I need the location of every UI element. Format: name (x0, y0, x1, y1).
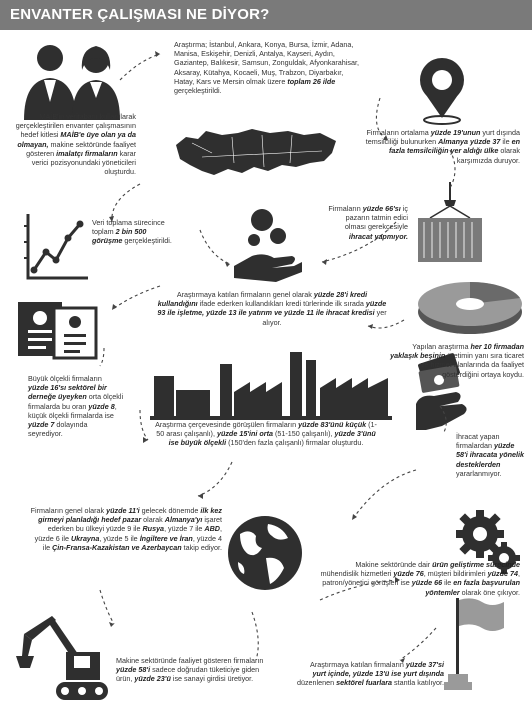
block-firm-size: Araştırma çerçevesinde görüşülen firmaların yüzde 83'ünü küçük (1-50 arası çalışanlı), yüzde 15'ini orta (51-150 çalışanlı), yüzde 3'ünü ise büyük ölçekli (150'den fazla çalışanlı) firmalar oluşturdu. (155, 420, 377, 448)
block-product-type: Makine sektöründe faaliyet gösteren firmaların yüzde 58'i sadece doğrudan tüketiciye giden ürün, yüzde 23'ü ise sanayi girdisi üretiyor. (116, 656, 264, 684)
block-provinces: Araştırma; İstanbul, Ankara, Konya, Bursa, İzmir, Adana, Manisa, Eskişehir, Denizli, Antalya, Kayseri, Aydın, Gaziantep, Balıkesir, Samsun, Zonguldak, Afyonkarahisar, Aksaray, Kütahya, Kocaeli, Muş, Trabzon, Diyarbakır, Hatay, Kars ve Mersin olmak üzere toplam 26 ilde gerçekleştirildi. (174, 40, 359, 96)
block-target-audience: MAİB'in veritabanı kullanılarak gerçekleştirilen envanter çalışmasının hedef kitlesi MAİB'e üye olan ya da olmayan, makine sektöründe faaliyet gösteren imalatçı firmaların karar verici pozisyonundaki yöneticileri oluşturdu. (15, 112, 136, 177)
page-title: ENVANTER ÇALIŞMASI NE DİYOR? (10, 6, 270, 23)
block-no-export: Firmaların yüzde 66'sı iç pazarın tatmin edici olması gerekçesiyle ihracat yapmıyor. (328, 204, 408, 241)
block-export-support: İhracat yapan firmalardan yüzde 58'i ihracata yönelik desteklerden yararlanmıyor. (456, 432, 525, 478)
block-trade-services: Yapılan araştırma her 10 firmadan yaklaşık beşinin üretimin yanı sıra ticaret ve hizmet alanlarında da faaliyet gösterdiğini ortaya koydu. (390, 342, 524, 379)
block-target-markets: Firmaların genel olarak yüzde 11'i gelecek dönemde ilk kez girmeyi planladığı hedef pazar olarak Almanya'yı işaret ederken bu ülkeyi yüzde 9 ile Rusya, yüzde 7 ile ABD, yüzde 6 ile Ukrayna, yüzde 5 ile İngiltere ve İran, yüzde 4 ile Çin-Fransa-Kazakistan ve Azerbaycan takip ediyor. (30, 506, 222, 552)
block-trade-fairs: Araştırmaya katılan firmaların yüzde 37'si yurt içinde, yüzde 13'ü ise yurt dışında düzenlenen sektörel fuarlara stantla katılıyor. (296, 660, 444, 688)
block-credit-usage: Araştırmaya katılan firmaların genel olarak yüzde 28'i kredi kullandığını ifade ederken kullandıkları kredi türlerinde ilk sırada yüzde 93 ile işletme, yüzde 13 ile yatırım ve yüzde 11 ile ihracat kredisi yer alıyor. (157, 290, 387, 327)
block-association-membership: Büyük ölçekli firmaların yüzde 16'sı sektörel bir derneğe üyeyken orta ölçekli firmalarda bu oran yüzde 8, küçük ölçekli firmalarda ise yüzde 7 dolayında seyrediyor. (28, 374, 124, 439)
block-interviews: Veri toplama sürecince toplam 2 bin 500 görüşme gerçekleştirildi. (92, 218, 172, 246)
block-foreign-representation: Firmaların ortalama yüzde 19'unun yurt dışında temsilciliği bulunurken Almanya yüzde 37 ile en fazla temsilciliğin yer aldığı ülke olarak karşımızda duruyor. (365, 128, 520, 165)
block-product-development: Makine sektöründe dair ürün geliştirme sürecinde mühendislik hizmetleri yüzde 76, müşteri bildirimleri yüzde 74, patron/yönetici görüşleri ise yüzde 66 ile en fazla başvurulan yöntemler olarak öne çıkıyor. (320, 560, 520, 597)
